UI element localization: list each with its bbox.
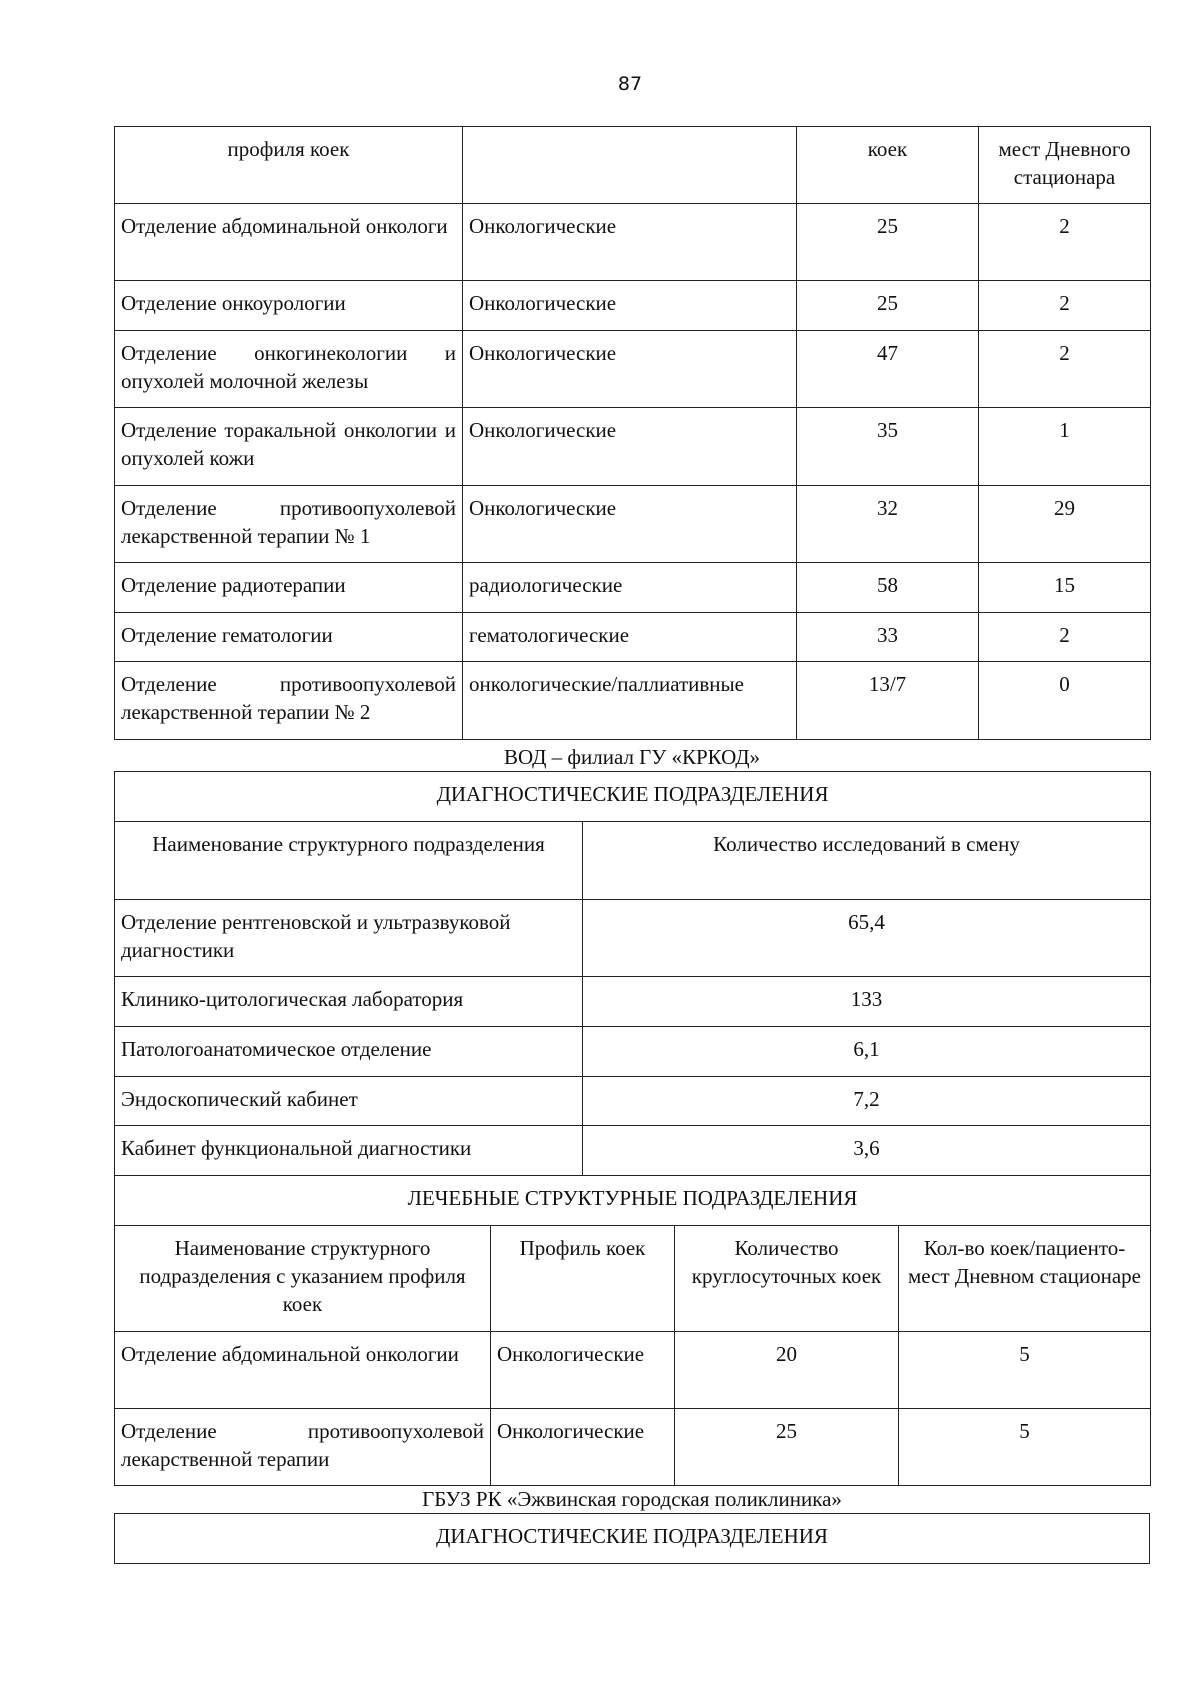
bed-profile: гематологические — [463, 613, 797, 662]
table-row — [115, 204, 1151, 281]
header-cell: профиля коек — [115, 127, 463, 204]
bed-count: 33 — [797, 613, 979, 662]
header-cell: коек — [797, 127, 979, 204]
table-row — [115, 662, 1151, 740]
section-title: ДИАГНОСТИЧЕСКИЕ ПОДРАЗДЕЛЕНИЯ — [115, 1514, 1150, 1564]
header-cell: Количество исследований в смену — [583, 822, 1151, 900]
header-cell: Количество круглосуточных коек — [675, 1226, 899, 1332]
bed-count: 32 — [797, 486, 979, 563]
organization-caption: ВОД – филиал ГУ «КРКОД» — [503, 745, 761, 769]
day-stationary-count: 2 — [979, 204, 1151, 281]
department-name: Эндоскопический кабинет — [115, 1077, 583, 1126]
header-cell — [463, 127, 797, 204]
day-stationary-count: 5 — [899, 1409, 1151, 1486]
bed-count: 35 — [797, 408, 979, 486]
table-row — [115, 281, 1151, 331]
studies-per-shift: 65,4 — [583, 900, 1151, 977]
table-row — [115, 486, 1151, 563]
header-cell: Наименование структурного подразделения с указанием профиля коек — [115, 1226, 491, 1332]
day-stationary-count: 0 — [979, 662, 1151, 740]
table-row — [115, 1077, 1151, 1126]
studies-per-shift: 133 — [583, 977, 1151, 1027]
bed-count: 25 — [675, 1409, 899, 1486]
header-cell: Профиль коек — [491, 1226, 675, 1332]
bed-profile: радиологические — [463, 563, 797, 613]
header-cell: Кол-во коек/пациенто-мест Дневном стационаре — [899, 1226, 1151, 1332]
table-row — [115, 613, 1151, 662]
section-title-row — [115, 1176, 1151, 1226]
header-cell: Наименование структурного подразделения — [115, 822, 583, 900]
studies-per-shift: 6,1 — [583, 1027, 1151, 1077]
day-stationary-count: 5 — [899, 1332, 1151, 1409]
department-name: Кабинет функциональной диагностики — [115, 1126, 583, 1176]
table-row — [115, 1027, 1151, 1077]
department-name: Отделение онкогинекологии и опухолей молочной железы — [115, 331, 463, 408]
day-stationary-count: 2 — [979, 331, 1151, 408]
table-row — [115, 408, 1151, 486]
bed-profile: Онкологические — [463, 281, 797, 331]
section-title: ЛЕЧЕБНЫЕ СТРУКТУРНЫЕ ПОДРАЗДЕЛЕНИЯ — [115, 1176, 1151, 1226]
bed-profile: онкологические/паллиативные — [463, 662, 797, 740]
day-stationary-count: 15 — [979, 563, 1151, 613]
table-header-row — [115, 822, 1151, 900]
table-header-row — [115, 127, 1151, 204]
header-cell: мест Дневного стационара — [979, 127, 1151, 204]
department-name: Клинико-цитологическая лаборатория — [115, 977, 583, 1027]
department-name: Отделение противоопухолевой лекарственной терапии № 2 — [115, 662, 463, 740]
studies-per-shift: 3,6 — [583, 1126, 1151, 1176]
day-stationary-count: 29 — [979, 486, 1151, 563]
organization-caption: ГБУЗ РК «Эжвинская городская поликлиника» — [422, 1487, 842, 1511]
section-title-row — [115, 1514, 1150, 1564]
bed-count: 20 — [675, 1332, 899, 1409]
department-name: Отделение гематологии — [115, 613, 463, 662]
bed-profile: Онкологические — [463, 331, 797, 408]
bed-count: 25 — [797, 204, 979, 281]
diagnostic-departments-table — [114, 771, 1151, 1176]
bed-profile: Онкологические — [463, 486, 797, 563]
table-row — [115, 331, 1151, 408]
treatment-departments-table — [114, 1175, 1151, 1486]
bed-profile: Онкологические — [463, 408, 797, 486]
bed-count: 13/7 — [797, 662, 979, 740]
department-name: Отделение радиотерапии — [115, 563, 463, 613]
table-row — [115, 1409, 1151, 1486]
department-name: Отделение противоопухолевой лекарственной терапии — [115, 1409, 491, 1486]
table-row — [115, 1126, 1151, 1176]
beds-table-continuation — [114, 126, 1151, 740]
table-row — [115, 1332, 1151, 1409]
diagnostic-departments-table-2 — [114, 1513, 1150, 1564]
section-title-row — [115, 772, 1151, 822]
bed-count: 58 — [797, 563, 979, 613]
studies-per-shift: 7,2 — [583, 1077, 1151, 1126]
department-name: Отделение онкоурологии — [115, 281, 463, 331]
day-stationary-count: 2 — [979, 281, 1151, 331]
department-name: Патологоанатомическое отделение — [115, 1027, 583, 1077]
bed-count: 47 — [797, 331, 979, 408]
department-name: Отделение абдоминальной онкологи — [115, 204, 463, 281]
department-name: Отделение противоопухолевой лекарственной терапии № 1 — [115, 486, 463, 563]
day-stationary-count: 2 — [979, 613, 1151, 662]
table-row — [115, 977, 1151, 1027]
bed-profile: Онкологические — [491, 1409, 675, 1486]
section-title: ДИАГНОСТИЧЕСКИЕ ПОДРАЗДЕЛЕНИЯ — [115, 772, 1151, 822]
page-number: 87 — [617, 73, 643, 95]
department-name: Отделение торакальной онкологии и опухолей кожи — [115, 408, 463, 486]
department-name: Отделение абдоминальной онкологии — [115, 1332, 491, 1409]
day-stationary-count: 1 — [979, 408, 1151, 486]
bed-profile: Онкологические — [463, 204, 797, 281]
bed-count: 25 — [797, 281, 979, 331]
table-row — [115, 563, 1151, 613]
table-row — [115, 900, 1151, 977]
bed-profile: Онкологические — [491, 1332, 675, 1409]
table-header-row — [115, 1226, 1151, 1332]
department-name: Отделение рентгеновской и ультразвуковой диагностики — [115, 900, 583, 977]
